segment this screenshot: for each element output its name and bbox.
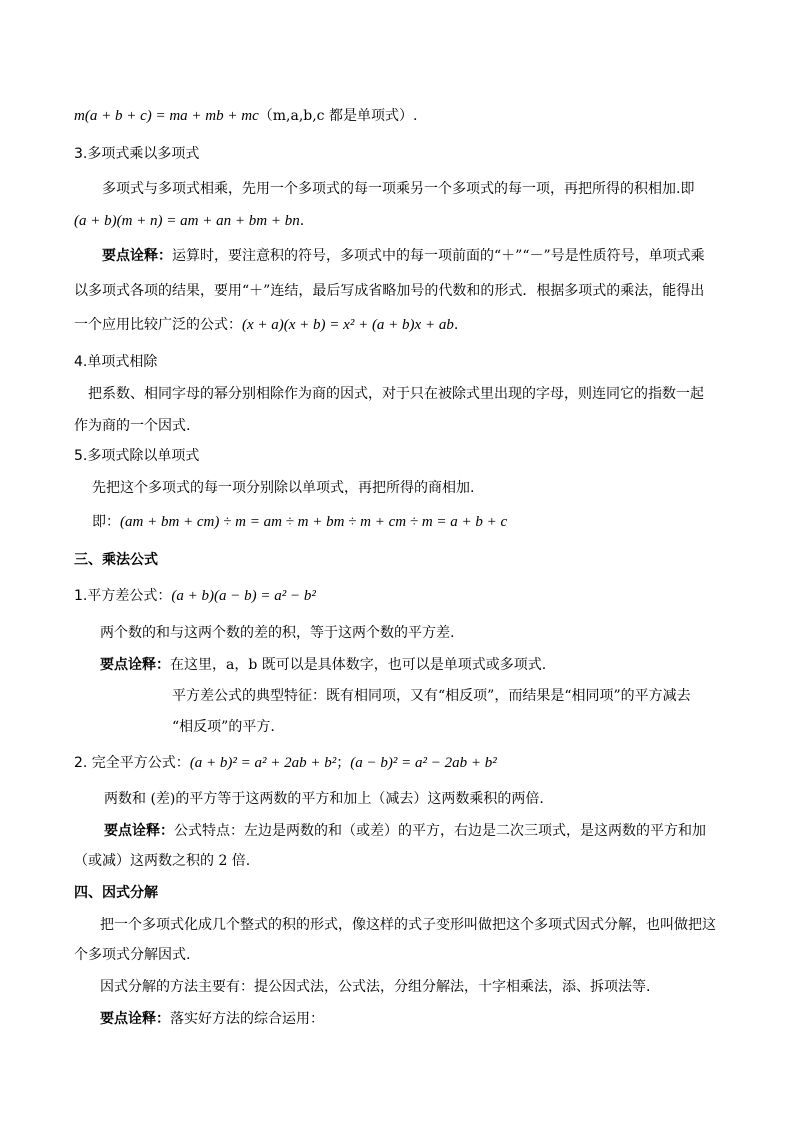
formula: (a + b)(a − b) = a² − b²	[171, 588, 316, 604]
formula: (am + bm + cm) ÷ m = am ÷ m + bm ÷ m + cm ÷ m = a + b + c	[120, 514, 508, 530]
text: 公式特点：左边是两数的和（或差）的平方，右边是二次三项式，是这两数的平方和加	[174, 823, 706, 839]
formula: (a + b)² = a² + 2ab + b²	[189, 755, 337, 771]
line-formula	[74, 212, 304, 230]
paragraph-line: “相反项”的平方.	[172, 719, 275, 735]
paragraph-line: 两数和 (差)的平方等于这两数的平方和加上（减去）这两数乘积的两倍.	[104, 791, 544, 807]
formula: (a + b)(m + n) = am + an + bm + bn	[74, 213, 300, 229]
text: 落实好方法的综合运用：	[170, 1011, 324, 1027]
text: .	[299, 213, 305, 229]
paragraph-line: 作为商的一个因式.	[74, 418, 191, 434]
text: 在这里，a，b 既可以是具体数字，也可以是单项式或多项式.	[170, 657, 547, 673]
paragraph-line: 两个数的和与这两个数的差的积，等于这两个数的平方差.	[100, 625, 455, 641]
paragraph-line	[74, 316, 458, 334]
text: ；	[336, 755, 351, 771]
key-point-label: 要点诠释：	[104, 823, 174, 839]
section-heading: 5.多项式除以单项式	[74, 448, 200, 464]
text: 运算时，要注意积的符号，多项式中的每一项前面的“＋”“－”号是性质符号，单项式乘	[172, 248, 705, 264]
paragraph-line: （或减）这两数之积的 2 倍.	[74, 853, 251, 869]
text: 1.平方差公式：	[74, 588, 172, 604]
line-formula	[74, 587, 316, 605]
text: 一个应用比较广泛的公式：	[74, 317, 242, 333]
text: 2. 完全平方公式：	[74, 755, 190, 771]
line-distributive-formula	[74, 107, 417, 125]
section-heading: 四、因式分解	[74, 885, 158, 901]
section-heading: 3.多项式乘以多项式	[74, 146, 200, 162]
paragraph-line: 先把这个多项式的每一项分别除以单项式，再把所得的商相加.	[92, 480, 475, 496]
paragraph-line: 以多项式各项的结果，要用“＋”连结，最后写成省略加号的代数和的形式．根据多项式的乘法，能得出	[74, 283, 705, 299]
paragraph-line: 个多项式分解因式.	[74, 947, 191, 963]
text: 即：	[92, 514, 120, 530]
section-heading: 三、乘法公式	[74, 552, 158, 568]
section-heading: 4.单项式相除	[74, 354, 158, 370]
paragraph-line	[100, 1010, 324, 1028]
key-point-label: 要点诠释：	[100, 657, 170, 673]
line-formula	[92, 513, 507, 531]
paragraph-line: 把一个多项式化成几个整式的积的形式，像这样的式子变形叫做把这个多项式因式分解，也叫做把这	[100, 917, 716, 933]
paragraph-line: 因式分解的方法主要有：提公因式法，公式法，分组分解法，十字相乘法，添、拆项法等.	[100, 979, 651, 995]
line-formula	[74, 754, 497, 772]
paragraph-line: 把系数、相同字母的幂分别相除作为商的因式，对于只在被除式里出现的字母，则连同它的指数一起	[88, 386, 704, 402]
key-point-label: 要点诠释：	[100, 1011, 170, 1027]
formula: (x + a)(x + b) = x² + (a + b)x + ab	[242, 317, 454, 333]
paragraph-line	[104, 822, 706, 840]
paragraph-line: 平方差公式的典型特征：既有相同项，又有“相反项”，而结果是“相同项”的平方减去	[172, 688, 691, 704]
formula: (a − b)² = a² − 2ab + b²	[350, 755, 497, 771]
paragraph-line	[100, 656, 546, 674]
paragraph-line: 多项式与多项式相乘，先用一个多项式的每一项乘另一个多项式的每一项，再把所得的积相加.即	[102, 181, 695, 197]
formula: m(a + b + c) = ma + mb + mc	[74, 108, 259, 124]
paragraph-line	[102, 247, 705, 265]
text: .	[453, 317, 459, 333]
key-point-label: 要点诠释：	[102, 248, 172, 264]
text: （m,a,b,c 都是单项式）.	[258, 108, 418, 124]
